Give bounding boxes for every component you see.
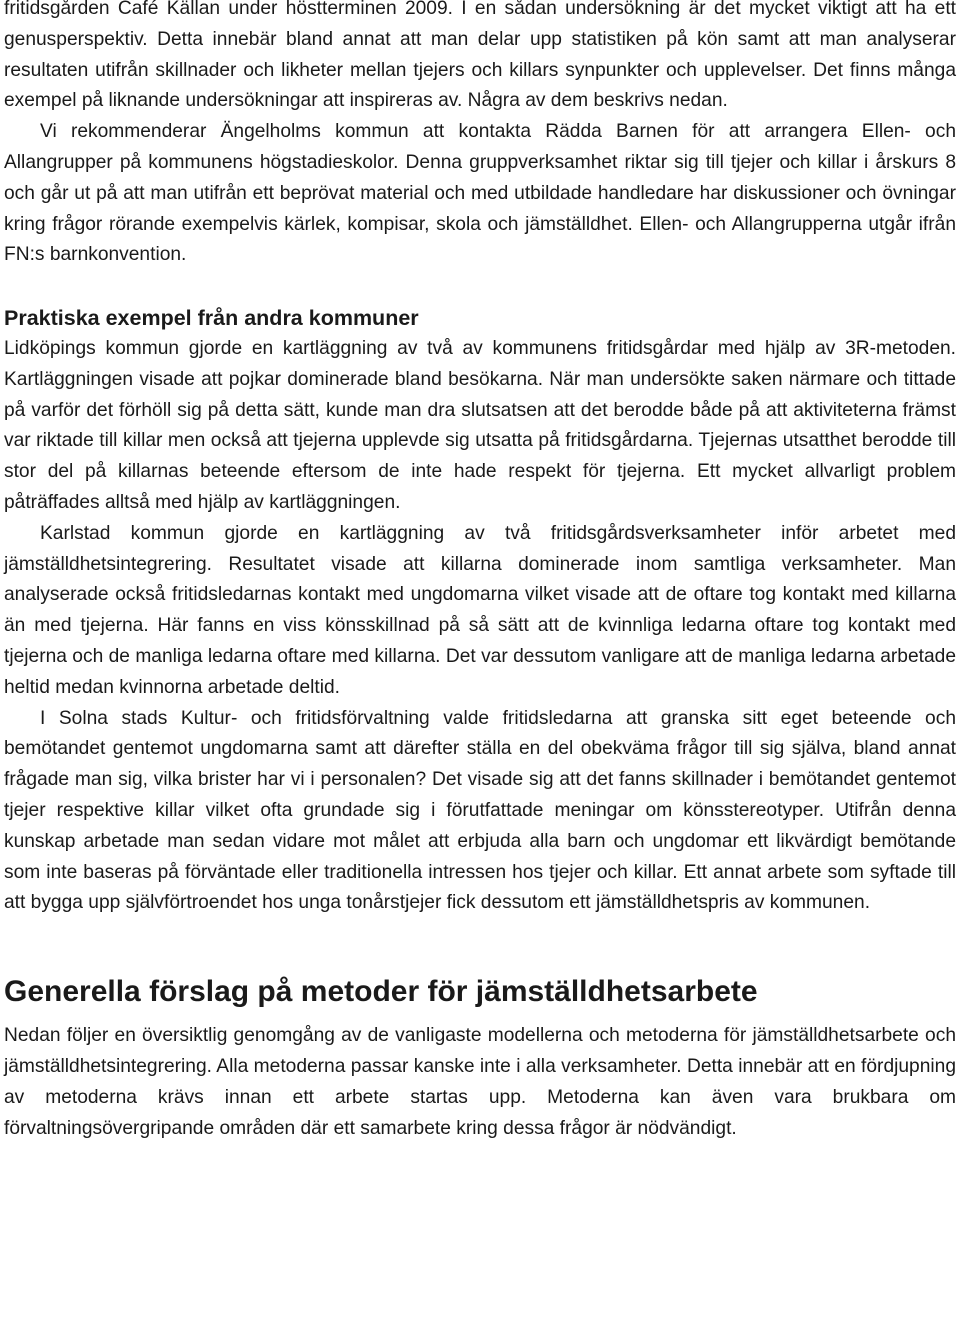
document-page [4, 0, 956, 1144]
examples-paragraph-lidkoping: Lidköpings kommun gjorde en kartläggning av två av kommunens fritidsgårdar med hjälp av 3R-metoden. Kartläggningen visade att pojkar dominerade bland besökarna. När man undersökte saken närmare och tittade på varför det förhöll sig på detta sätt, kunde man dra slutsatsen att det berodde både på att aktiviteterna främst var riktade till killar men också att tjejerna upplevde sig utsatta på fritidsgårdarna. Tjejernas utsatthet berodde till stor del på killarnas beteende eftersom de inte hade respekt för tjejerna. Ett mycket allvarligt problem påträffades alltså med hjälp av kartläggningen. [4, 337, 956, 513]
examples-paragraph-karlstad: Karlstad kommun gjorde en kartläggning av två fritidsgårdsverksamheter inför arbetet med jämställdhetsintegrering. Resultatet visade att killarna dominerade inom samtliga verksamheter. Man analyserade också fritidsledarnas kontakt med ungdomarna vilket visade att de oftare tog kontakt med killarna än med tjejerna. Här fanns en viss könsskillnad på så sätt att de kvinnliga ledarna oftare tog kontakt med tjejerna och de manliga ledarna oftare med killarna. Det var dessutom vanligare att de manliga ledarna arbetade heltid medan kvinnorna arbetade deltid. [4, 522, 956, 698]
methods-paragraph: Nedan följer en översiktlig genomgång av de vanligaste modellerna och metoderna för jämställdhetsarbete och jämställdhetsintegrering. Alla metoderna passar kanske inte i alla verksamheter. Detta innebär att en fördjupning av metoderna krävs innan ett arbete startas upp. Metoderna kan även vara brukbara om förvaltningsövergripande områden där ett samarbete kring dessa frågor är nödvändigt. [4, 1025, 956, 1139]
examples-paragraph-solna: I Solna stads Kultur- och fritidsförvaltning valde fritidsledarna att granska sitt eget beteende och bemötandet gentemot ungdomarna samt att därefter ställa en del obekväma frågor till sig själva, bland annat frågade man sig, vilka brister har vi i personalen? Det visade sig att det fanns skillnader i bemötandet gentemot tjejer respektive killar vilket ofta grundade sig i förutfattade meningar om könsstereotyper. Utifrån denna kunskap arbetade man sedan vidare mot målet att erbjuda alla barn och ungdomar ett likvärdigt bemötande som inte baseras på förväntade eller traditionella intressen hos tjejer och killar. Ett annat arbete som syftade till att bygga upp självförtroendet hos unga tonårstjejer fick dessutom ett jämställdhetspris av kommunen. [4, 707, 956, 914]
intro-paragraph-1: fritidsgården Café Källan under höstterminen 2009. I en sådan undersökning är det mycket viktigt att ha ett genusperspektiv. Detta innebär bland annat att man delar upp statistiken på kön samt att man analyserar resultaten utifrån skillnader och likheter mellan tjejers och killars synpunkter och upplevelser. Det finns många exempel på liknande undersökningar att inspireras av. Några av dem beskrivs nedan. [4, 0, 956, 112]
section-heading-examples: Praktiska exempel från andra kommuner [4, 306, 419, 331]
intro-paragraph-2: Vi rekommenderar Ängelholms kommun att kontakta Rädda Barnen för att arrangera Ellen- och Allangrupper på kommunens högstadieskolor. Denna gruppverksamhet riktar sig till tjejer och killar i årskurs 8 och går ut på att man utifrån ett beprövat material och med utbildade handledare har diskussioner och övningar kring frågor rörande exempelvis kärlek, kompisar, skola och jämställdhet. Ellen- och Allangrupperna utgår ifrån FN:s barnkonvention. [4, 121, 956, 266]
section-heading-methods: Generella förslag på metoder för jämställdhetsarbete [4, 975, 758, 1009]
